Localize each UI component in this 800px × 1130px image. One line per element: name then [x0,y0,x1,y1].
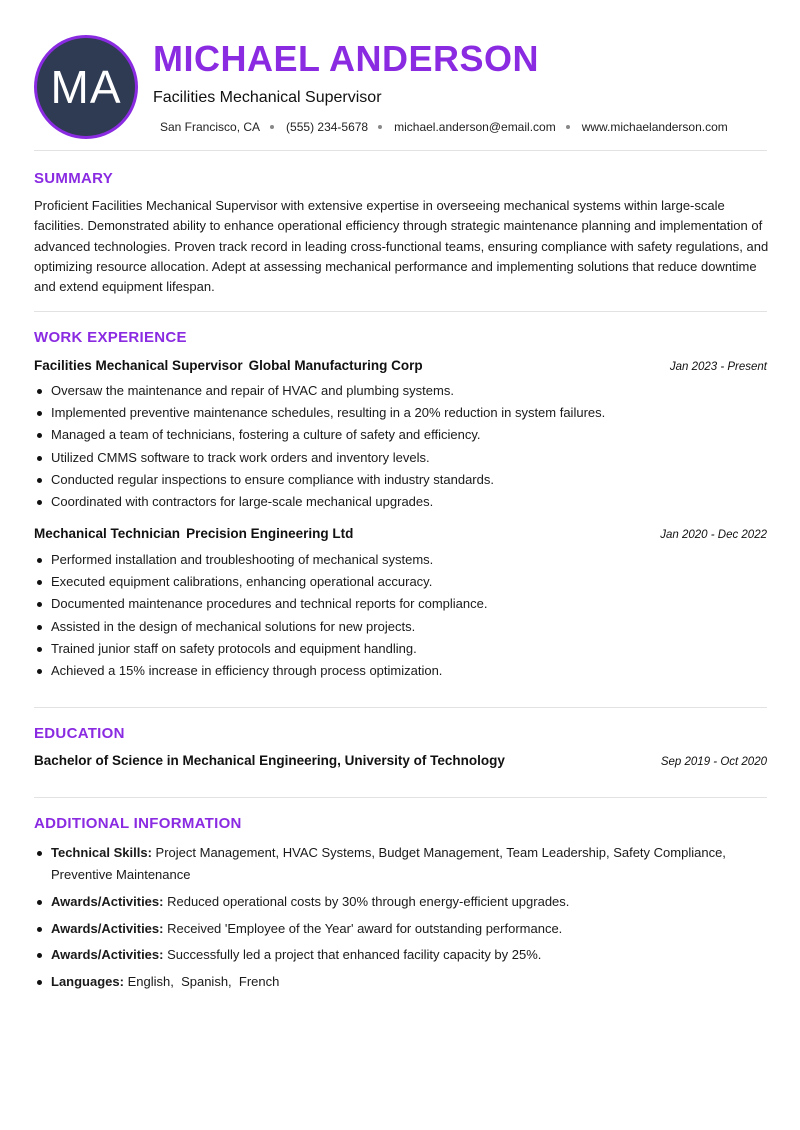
additional-info-list [34,842,767,998]
bullet-icon [37,580,42,585]
list-item [34,571,767,593]
item-text: English, Spanish, French [127,974,280,990]
divider [34,311,767,312]
bullet-text: Performed installation and troubleshooting of mechanical systems. [51,552,434,567]
item-label: Awards/Activities: [51,920,164,936]
bullet-text: Utilized CMMS software to track work orders and inventory levels. [51,449,430,465]
bullet-text: Achieved a 15% increase in efficiency through process optimization. [51,663,443,679]
item-text: Project Management, HVAC Systems, Budget Management, Team Leadership, Safety Compliance, Preventive Maintenance [51,845,726,883]
list-item [34,660,767,682]
bullet-icon [37,500,42,505]
list-item [34,616,767,638]
list-item [34,402,767,424]
bullet-icon [37,980,42,985]
job-company: Precision Engineering Ltd [186,526,354,541]
bullet-text: Managed a team of technicians, fostering a culture of safety and efficiency. [51,427,481,443]
bullet-icon [37,625,42,630]
item-label: Technical Skills: [51,845,152,860]
contact-website: www.michaelanderson.com [581,120,728,134]
bullet-text: Implemented preventive maintenance schedules, resulting in a 20% reduction in system failures. [51,405,606,421]
list-item [34,944,767,966]
job-title [34,358,423,373]
job-header [34,526,767,541]
bullet-icon [37,433,42,438]
separator-dot [270,125,274,129]
job-bullets [34,549,767,682]
bullet-icon [37,927,42,932]
list-item [34,380,767,402]
item-label: Awards/Activities: [51,947,164,963]
candidate-title: Facilities Mechanical Supervisor [153,89,382,106]
bullet-text: Assisted in the design of mechanical solutions for new projects. [51,618,416,634]
job-header [34,358,767,373]
bullet-icon [37,411,42,416]
job-company: Global Manufacturing Corp [248,358,423,373]
contact-email: michael.anderson@email.com [394,120,556,134]
bullet-icon [37,389,42,394]
divider [34,797,767,798]
bullet-icon [37,669,42,674]
contact-location: San Francisco, CA [160,120,261,134]
divider [34,707,767,708]
item-text: Reduced operational costs by 30% through energy-efficient upgrades. [167,893,570,909]
bullet-icon [37,558,42,563]
bullet-text: Conducted regular inspections to ensure compliance with industry standards. [51,471,494,487]
bullet-text: Documented maintenance procedures and technical reports for compliance. [51,596,488,612]
list-item [34,549,767,571]
bullet-icon [37,953,42,958]
candidate-name: MICHAEL ANDERSON [153,38,540,79]
bullet-text: Coordinated with contractors for large-scale mechanical upgrades. [51,494,434,510]
list-item [34,842,767,886]
list-item [34,469,767,491]
bullet-icon [37,900,42,905]
divider [34,150,767,151]
item-text: Successfully led a project that enhanced facility capacity by 25%. [167,947,542,963]
list-item [34,891,767,913]
job-role: Facilities Mechanical Supervisor [34,358,243,373]
avatar-initials: MA [50,61,122,113]
bullet-icon [37,602,42,607]
summary-heading: SUMMARY [34,170,114,187]
separator-dot [566,125,570,129]
list-item [34,491,767,513]
list-item [34,424,767,446]
contact-row [160,120,728,134]
list-item [34,918,767,940]
job-bullets [34,380,767,513]
job-dates: Jan 2023 - Present [669,361,767,373]
bullet-text: Executed equipment calibrations, enhancing operational accuracy. [51,574,433,590]
bullet-text: Trained junior staff on safety protocols and equipment handling. [51,640,417,656]
education-entry [34,753,767,768]
bullet-text: Oversaw the maintenance and repair of HVAC and plumbing systems. [51,383,454,398]
additional-info-heading: ADDITIONAL INFORMATION [34,815,242,832]
item-label: Awards/Activities: [51,893,164,909]
education-heading: EDUCATION [34,725,125,742]
degree: Bachelor of Science in Mechanical Engineering, University of Technology [34,753,505,768]
item-label: Languages: [51,974,124,990]
list-item [34,971,767,993]
job-role: Mechanical Technician [34,526,181,541]
list-item [34,593,767,615]
job-dates: Jan 2020 - Dec 2022 [660,529,767,541]
item-text: Received 'Employee of the Year' award for outstanding performance. [167,920,563,936]
list-item [34,447,767,469]
bullet-icon [37,456,42,461]
bullet-icon [37,478,42,483]
bullet-icon [37,647,42,652]
avatar [34,35,138,139]
summary-text: Proficient Facilities Mechanical Supervisor with extensive expertise in overseeing mechanical systems within large-scale facilities. Demonstrated ability to enhance operational efficiency through strategic maintenance planning and implementation of advanced technologies. Proven track record in leading cross-functional teams, ensuring compliance with safety regulations, and optimizing resource allocation. Adept at assessing mechanical performance and implementing solutions that reduce downtime and extend equipment lifespan. [34,198,769,295]
work-experience-heading: WORK EXPERIENCE [34,329,187,346]
job-title [34,526,353,541]
contact-phone: (555) 234-5678 [286,120,369,134]
separator-dot [378,125,382,129]
list-item [34,638,767,660]
education-dates: Sep 2019 - Oct 2020 [660,756,767,768]
bullet-icon [37,851,42,856]
